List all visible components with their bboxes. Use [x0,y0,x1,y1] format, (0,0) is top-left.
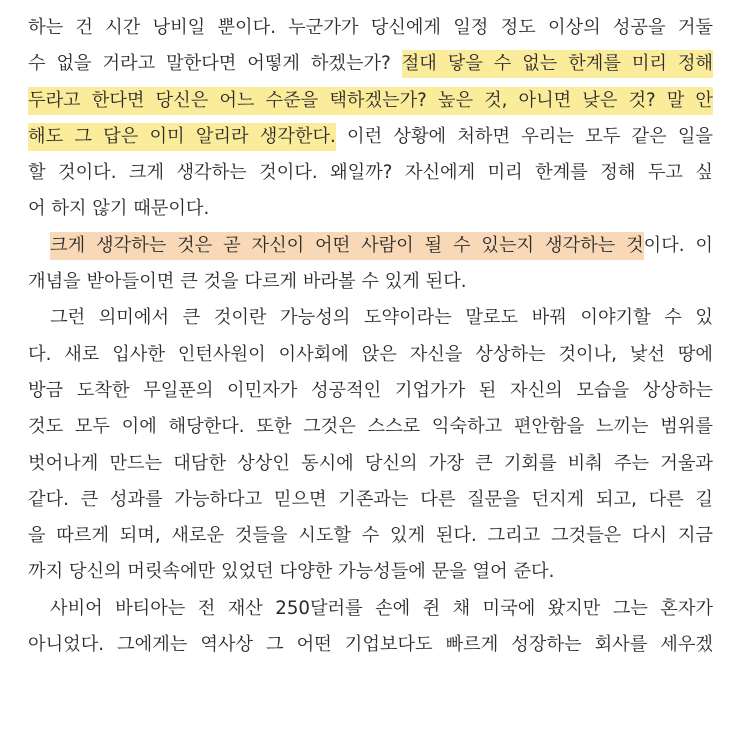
paragraph-4 [28,591,713,664]
text-line [28,627,713,663]
line-text: 이다. 이 [643,234,713,256]
line-text: 것도 모두 이에 해당한다. 또한 그것은 스스로 익숙하고 편안함을 느끼는 범위를 [28,416,713,438]
line-text: 벗어나게 만드는 대담한 상상인 동시에 당신의 가장 큰 기회를 비춰 주는 거울과 [28,452,713,474]
line-text: 까지 당신의 머릿속에만 있었던 다양한 가능성들에 문을 열어 준다. [28,561,555,583]
line-text: 다. 새로 입사한 인턴사원이 이사회에 앉은 자신을 상상하는 것이나, 낯선 땅에 [28,343,713,365]
yellow-highlight[interactable]: 절대 닿을 수 없는 한계를 미리 정해 [402,50,713,78]
text-line [28,46,713,82]
line-text: 사비어 바티아는 전 재산 250달러를 손에 쥔 채 미국에 왔지만 그는 혼자가 [50,597,713,619]
text-line [28,482,713,518]
line-text: 수 없을 거라고 말한다면 어떻게 하겠는가? [28,53,402,75]
line-text: 개념을 받아들이면 큰 것을 다르게 바라볼 수 있게 된다. [28,271,467,293]
text-line [28,83,713,119]
text-line [28,446,713,482]
line-text: 방금 도착한 무일푼의 이민자가 성공적인 기업가가 된 자신의 모습을 상상하는 [28,379,713,401]
text-line [28,264,713,300]
line-text: 아니었다. 그에게는 역사상 그 어떤 기업보다도 빠르게 성장하는 회사를 세우겠 [28,634,713,656]
text-line [28,518,713,554]
text-line [28,554,713,590]
paragraph-1 [28,10,713,228]
line-text: 하는 건 시간 낭비일 뿐이다. 누군가가 당신에게 일정 정도 이상의 성공을 거둘 [28,17,713,38]
line-text: 할 것이다. 크게 생각하는 것이다. 왜일까? 자신에게 미리 한계를 정해 두고 싶 [28,162,713,184]
line-text: 을 따르게 되며, 새로운 것들을 시도할 수 있게 된다. 그리고 그것들은 다시 지금 [28,525,713,547]
line-text: 어 하지 않기 때문이다. [28,198,210,220]
text-line [28,591,713,627]
yellow-highlight[interactable]: 해도 그 답은 이미 알리라 생각한다. [28,123,336,151]
text-line [28,337,713,373]
text-line [28,10,713,46]
paragraph-2 [28,228,713,301]
line-text: 이런 상황에 처하면 우리는 모두 같은 일을 [335,125,713,147]
orange-highlight[interactable]: 크게 생각하는 것은 곧 자신이 어떤 사람이 될 수 있는지 생각하는 것 [50,232,644,260]
line-text: 그런 의미에서 큰 것이란 가능성의 도약이라는 말로도 바꿔 이야기할 수 있 [50,307,713,329]
line-text: 같다. 큰 성과를 가능하다고 믿으면 기존과는 다른 질문을 던지게 되고, 다른 길 [28,488,713,510]
text-line [28,119,713,155]
text-line [28,373,713,409]
paragraph-3 [28,300,713,590]
book-page [28,10,713,663]
text-line [28,300,713,336]
text-line [28,409,713,445]
yellow-highlight[interactable]: 두라고 한다면 당신은 어느 수준을 택하겠는가? 높은 것, 아니면 낮은 것? 말 안 [28,87,713,115]
text-line [28,155,713,191]
text-line [28,191,713,227]
text-line [28,228,713,264]
